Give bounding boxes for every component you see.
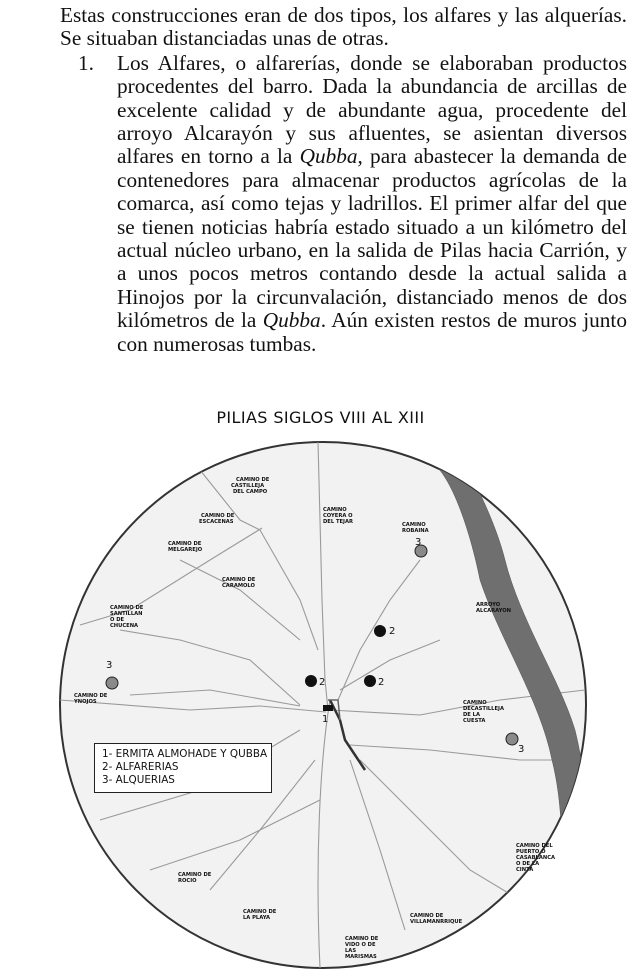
list-number: 1. [78, 50, 94, 75]
qubba-term: Qubba [262, 308, 321, 333]
road-label: CAMINO ROBAINA [402, 522, 429, 534]
road-label: CAMINO DE VILLAMANRRIQUE [410, 913, 463, 925]
road-label: ARROYO ALCARAYON [476, 602, 511, 614]
road-label: CAMINO DE ESCACENAS [199, 513, 235, 525]
road-label: CAMINO DE CASTILLEJA DEL CAMPO [231, 477, 270, 495]
marker-label: 2 [319, 677, 326, 688]
marker-label: 3 [415, 537, 422, 548]
road-label: CAMINO DE SANTILLAN O DE CHUCENA [110, 605, 144, 629]
marker-label: 1 [322, 714, 329, 725]
marker-label: 3 [106, 660, 113, 671]
alqueria-marker [506, 733, 518, 745]
map-title: PILIAS SIGLOS VIII AL XIII [216, 408, 425, 427]
qubba-term: Qubba [299, 144, 358, 169]
legend-item: 2- ALFARERIAS [102, 761, 179, 773]
ermita-marker [323, 705, 333, 711]
alqueria-marker [106, 677, 118, 689]
marker-label: 3 [518, 744, 525, 755]
road-label: CAMINO DE VIDO O DE LAS MARISMAS [345, 936, 379, 960]
road-label: CAMINO DECASTILLEJA DE LA CUESTA [463, 700, 504, 724]
marker-label: 2 [378, 677, 385, 688]
road-label: CAMINO DE LA PLAYA [243, 909, 277, 921]
alfareria-marker [374, 625, 386, 637]
road-label: CAMINO DE YNOJOS [74, 693, 108, 705]
marker-label: 2 [389, 626, 396, 637]
legend-item: 1- ERMITA ALMOHADE Y QUBBA [102, 748, 268, 760]
road-label: CAMINO DE CARAMOLO [222, 577, 256, 589]
road-label: CAMINO DE ROCIO [178, 872, 212, 884]
alfareria-marker [364, 675, 376, 687]
legend-item: 3- ALQUERIAS [102, 774, 175, 786]
road-label: CAMINO DEL PUERTO O CASABLANCA O DE LA CINTA [516, 843, 556, 873]
intro-paragraph: Estas construcciones eran de dos tipos, los alfares y las alquerías. Se situaban distanciadas unas de otras. [60, 3, 627, 51]
alfareria-marker [305, 675, 317, 687]
map-legend [94, 743, 272, 793]
road-label: CAMINO COYERA O DEL TEJAR [323, 507, 353, 525]
list-item-text: Los Alfares, o alfarerías, donde se elaboraban productos procedentes del barro. Dada la abundancia de arcillas de excelente calidad y de abundante agua, procedente del arroyo Alcarayón y sus afluentes, se asientan diversos alfares en torno a la Qubba, para abastecer la demanda de contenedores para almacenar productos agrícolas de la comarca, así como tejas y ladrillos. El primer alfar del que se tienen noticias habría estado situado a un kilómetro del actual núcleo urbano, en la salida de Pilas hacia Carrión, y a unos pocos metros contando desde la actual salida a Hinojos por la circunvalación, distanciado menos de dos kilómetros de la Qubba. Aún existen restos de muros junto con numerosas tumbas. [117, 50, 627, 356]
road-label: CAMINO DE MELGAREJO [168, 541, 203, 553]
